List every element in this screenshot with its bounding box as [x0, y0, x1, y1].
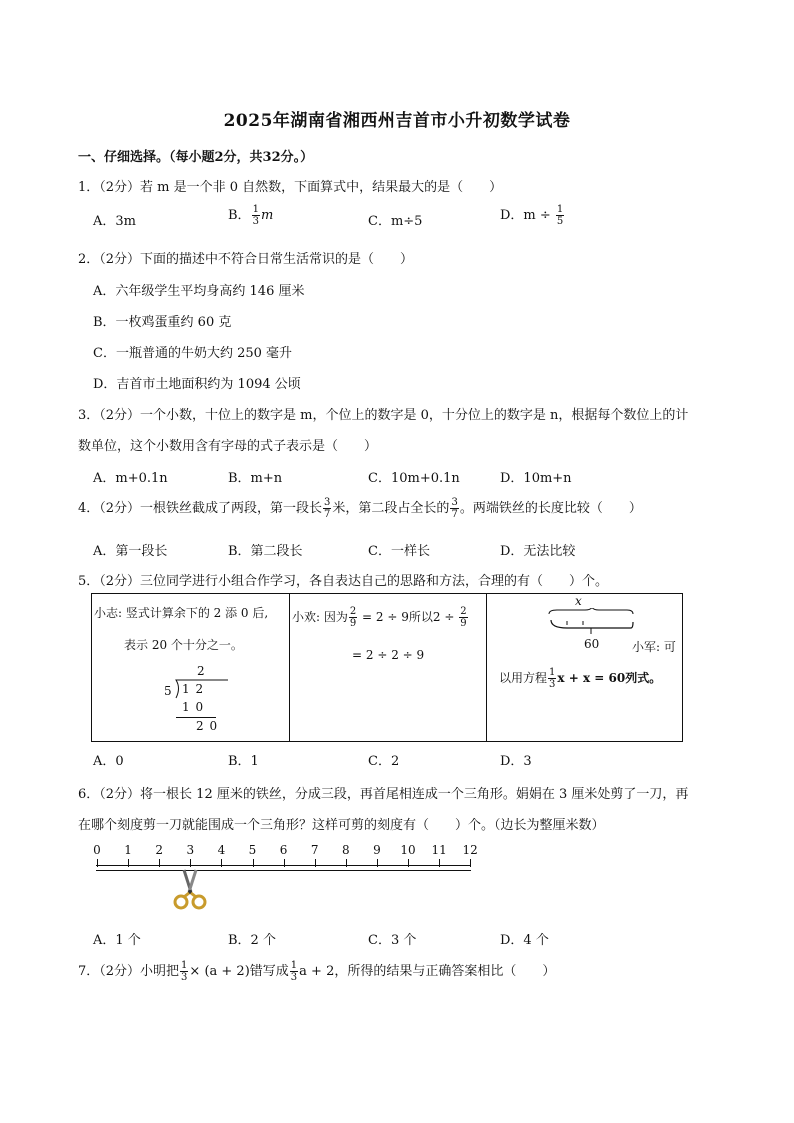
- ruler-tick: [470, 859, 471, 867]
- question-5-stem: 5．（2分）三位同学进行小组合作学习，各自表达自己的思路和方法，合理的有（ ）个。: [78, 574, 609, 589]
- question-2-option-b: B．一枚鸡蛋重约 60 克: [93, 315, 232, 330]
- question-3-stem-line2: 数单位，这个小数用含有字母的式子表示是（ ）: [78, 439, 378, 454]
- denominator: 3: [290, 972, 298, 983]
- student-methods-table: [91, 593, 683, 742]
- division-line: [176, 717, 216, 718]
- fraction: [459, 606, 467, 629]
- stem-part: 7．（2分）小明把: [78, 964, 180, 979]
- ruler-tick: [221, 859, 222, 867]
- option-d: D．3: [500, 754, 532, 769]
- cell-text-part: 以用方程: [499, 671, 548, 685]
- option-d: D．无法比较: [500, 544, 576, 559]
- denominator: 3: [181, 972, 188, 983]
- question-3-stem-line1: 3．（2分）一个小数，十位上的数字是 m，个位上的数字是 0，十分位上的数字是 n，根据每个数位上的计: [78, 408, 689, 423]
- fraction: [323, 497, 331, 520]
- question-2-option-d: D．吉首市土地面积约为 1094 公顷: [93, 377, 301, 392]
- cell-text-part: 小欢: 因为: [292, 610, 348, 624]
- ruler-label: 11: [431, 843, 447, 857]
- stem-part: 4．（2分）一根铁丝截成了两段，第一段长: [78, 501, 323, 516]
- question-6-stem-line2: 在哪个刻度剪一刀就能围成一个三角形？这样可剪的刻度有（ ）个。（边长为整厘米数）: [78, 818, 605, 833]
- numerator: 1: [549, 667, 556, 678]
- fraction: [290, 960, 298, 983]
- cell-text: = 2 ÷ 2 ÷ 9: [352, 648, 425, 662]
- brace-label-x: x: [575, 594, 582, 608]
- subtrahend: 1 0: [182, 700, 205, 714]
- numerator: 1: [181, 960, 188, 971]
- method-cell-xiaozhi: [92, 594, 290, 741]
- ruler-label: 10: [400, 843, 416, 857]
- ruler-tick: [346, 859, 347, 867]
- method-cell-xiaojun: [487, 594, 682, 741]
- ruler-tick: [284, 859, 285, 867]
- question-1-stem: 1．（2分）若 m 是一个非 0 自然数，下面算式中，结果最大的是（ ）: [78, 180, 503, 195]
- ruler-tick: [377, 859, 378, 867]
- option-d-label: D．m ÷: [500, 208, 555, 223]
- ruler-label: 0: [93, 843, 101, 857]
- denominator: 7: [451, 509, 458, 520]
- fraction: [556, 204, 564, 227]
- ruler-label: 2: [155, 843, 164, 857]
- option-c: C．10m+0.1n: [368, 471, 460, 486]
- question-4-options: [93, 540, 713, 560]
- ruler-tick: [128, 859, 129, 867]
- option-a: A．第一段长: [93, 544, 168, 559]
- stem-part: 。两端铁丝的长度比较（ ）: [459, 501, 642, 516]
- cell-text: 小志: 竖式计算余下的 2 添 0 后,: [94, 606, 269, 620]
- ruler-label: 6: [279, 843, 288, 857]
- fraction: [450, 497, 458, 520]
- option-a: A．1 个: [93, 933, 141, 948]
- fraction: [548, 667, 556, 690]
- option-b: [228, 204, 273, 227]
- divisor: 5: [164, 684, 172, 698]
- quotient: 2: [197, 664, 205, 678]
- option-d: D．4 个: [500, 933, 549, 948]
- ruler-tick: [97, 859, 98, 867]
- ruler-label: 7: [310, 843, 319, 857]
- ruler-tick: [439, 859, 440, 867]
- option-b: B．m+n: [228, 471, 283, 486]
- option-b: B．2 个: [228, 933, 276, 948]
- ruler-tick: [190, 859, 191, 867]
- question-3-options: [93, 467, 713, 487]
- ruler-tick: [408, 859, 409, 867]
- cell-text: [499, 667, 661, 690]
- option-a: A．3m: [93, 214, 136, 229]
- option-a: A．m+0.1n: [93, 471, 168, 486]
- denominator: 3: [549, 679, 556, 690]
- question-2-stem: 2．（2分）下面的描述中不符合日常生活常识的是（ ）: [78, 252, 414, 267]
- option-c: C．2: [368, 754, 400, 769]
- numerator: 2: [460, 606, 467, 617]
- denominator: 9: [460, 618, 467, 629]
- question-2-option-c: C．一瓶普通的牛奶大约 250 毫升: [93, 346, 293, 361]
- denominator: 3: [252, 216, 259, 227]
- stem-part: × (a + 2)错写成: [189, 964, 289, 979]
- ruler-label: 9: [373, 843, 381, 857]
- question-7-stem: [78, 960, 555, 983]
- option-b-label: B．: [228, 208, 251, 223]
- denominator: 9: [349, 618, 357, 629]
- option-b: B．1: [228, 754, 259, 769]
- fraction: [252, 204, 260, 227]
- ruler-label: 1: [124, 843, 132, 857]
- option-c: C．一样长: [368, 544, 430, 559]
- numerator: 1: [290, 960, 298, 971]
- page-title: 2025年湖南省湘西州吉首市小升初数学试卷: [223, 111, 571, 131]
- option-a: A．0: [93, 754, 124, 769]
- numerator: 3: [451, 497, 458, 508]
- brace-label-60: 60: [584, 637, 600, 651]
- option-c: C．3 个: [368, 933, 417, 948]
- section-heading: 一、仔细选择。（每小题2分，共32分。）: [78, 150, 314, 165]
- stem-part: a + 2，所得的结果与正确答案相比（ ）: [299, 964, 556, 979]
- option-d: [500, 204, 565, 227]
- ruler-tick: [315, 859, 316, 867]
- denominator: 5: [556, 216, 564, 227]
- cell-text: 小军: 可: [632, 640, 676, 654]
- fraction: [180, 960, 188, 983]
- segment-diagram: [547, 608, 637, 638]
- question-6-stem-line1: 6．（2分）将一根长 12 厘米的铁丝，分成三段，再首尾相连成一个三角形。娟娟在 3 厘米处剪了一刀，再: [78, 787, 689, 802]
- cell-text: [292, 606, 469, 629]
- numerator: 1: [556, 204, 564, 215]
- variable: m: [260, 208, 274, 223]
- numerator: 1: [252, 204, 259, 215]
- scissors-icon: [170, 868, 210, 912]
- ruler-label: 8: [341, 843, 350, 857]
- cell-text-part: x + x = 60列式。: [557, 671, 662, 685]
- cell-text: 表示 20 个十分之一。: [124, 638, 243, 652]
- dividend: 1 2: [182, 682, 205, 696]
- remainder: 2 0: [196, 719, 219, 733]
- ruler-label: 12: [462, 843, 478, 857]
- question-6-options: [93, 929, 713, 949]
- ruler-tick: [159, 859, 160, 867]
- denominator: 7: [324, 509, 331, 520]
- option-c: C．m÷5: [368, 214, 423, 229]
- option-b: B．第二段长: [228, 544, 303, 559]
- question-4-stem: [78, 497, 642, 520]
- question-1-options: [93, 204, 713, 230]
- numerator: 2: [349, 606, 357, 617]
- stem-part: 米，第二段占全长的: [332, 501, 450, 516]
- ruler-tick: [253, 859, 254, 867]
- method-cell-xiaohuan: [290, 594, 487, 741]
- long-division: [162, 664, 232, 738]
- ruler-label: 4: [217, 843, 226, 857]
- option-d: D．10m+n: [500, 471, 572, 486]
- ruler-label: 5: [248, 843, 257, 857]
- question-2-option-a: A．六年级学生平均身高约 146 厘米: [93, 284, 305, 299]
- ruler-label: 3: [186, 843, 195, 857]
- fraction: [349, 606, 357, 629]
- numerator: 3: [324, 497, 331, 508]
- cell-text-part: = 2 ÷ 9所以2 ÷: [358, 610, 459, 624]
- question-5-options: [93, 750, 713, 770]
